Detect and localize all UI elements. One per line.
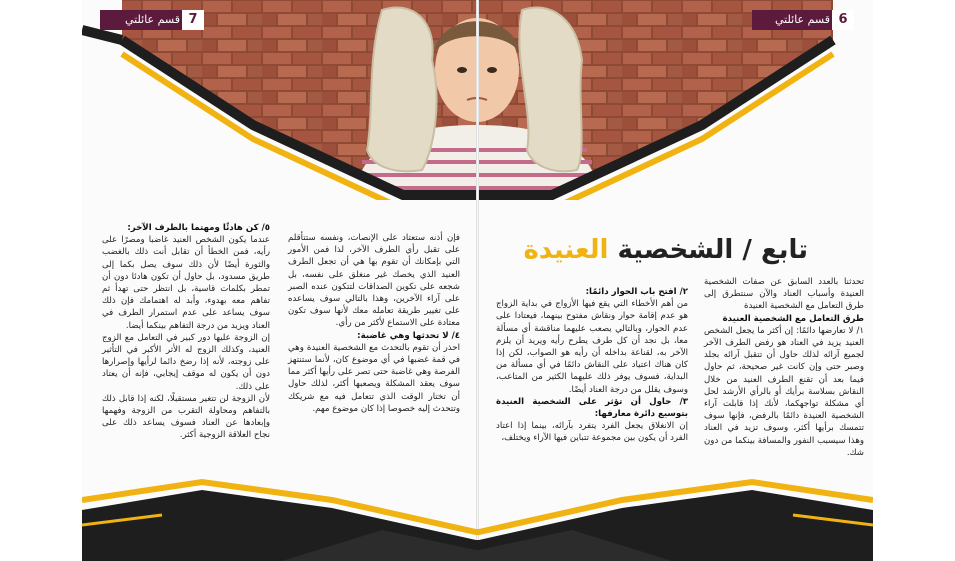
title-part2: العنيدة: [523, 235, 609, 265]
heading-3: ٣/ حاول أن تؤثر على الشخصية العنيدة بتوسيع دائرة معارفها:: [496, 396, 688, 420]
paragraph-continued: فإن أذنه ستعتاد على الإنصات، ونفسه ستتأقلم على تقبل رأي الطرف الآخر، لذا فمن الأمور التي بإمكانك أن تقوم بها هي أن تجعل الطرف العنيد الذي يخصك غير منغلق على نفسه، بل شجعه على تكوين الصداقات لتتكون عنده الصبر على آراء الآخرين، وهذا بالتالي سوف يساعده على تغيير طريقة تعامله معك لأنها سوف تكون معتادة على الاستماع لأكثر من رأي.: [288, 233, 460, 329]
paragraph-7: لأن الزوجة لن تتغير مستقبلًا، لكنه إذا قابل ذلك بالتفاهم ومحاولة التقرب من الزوجة وفهمها وإبعادها عن العناد فسوف يساعد ذلك على نجاح العلاقة الزوجية أكثر.: [102, 393, 270, 441]
page-number-left: 7: [182, 10, 204, 30]
pillow-left: [367, 7, 437, 171]
section-title-right: قسم عائلتي: [775, 13, 830, 26]
title-part1: تابع / الشخصية: [617, 235, 808, 265]
paragraph-2: من أهم الأخطاء التي يقع فيها الأزواج في بداية الزواج هو عدم إقامة حوار ونقاش مفتوح بينهما، فيعتادا على عدم الحوار، وبالتالي يصعب عليهما مناقشة أي مسألة معا، بل نجد أن كل طرف يطرح رأيه ويريد أن يلزم الآخر به، لقناعة بداخله أن رأيه هو الصواب، لكن إذا كان هناك اعتياد على النقاش دائمًا في أي مسألة من البداية، فسوف يوفر ذلك عليهما الكثير من المتاعب، وسوف يقلل من درجة العناد أيضًا.: [496, 299, 688, 395]
right-page-column-left: [496, 286, 688, 445]
paragraph-5: عندما يكون الشخص العنيد غاضبا ومصرًا على رأيه، فمن الخطأ أن تقابل أنت ذلك بالغضب والثورة أيضًا لأن ذلك سوف يصل بكما إلى طريق مسدود، بل حاول أن تكون هادئا دون أن تمطر بكلمات قاسية، بل انتظر حتى تهدأ ثم تفاهم معه بهدوء، وأبد له اهتمامك فإن ذلك سوف يساعد على عدم استمرار الطرف في العناد ويزيد من درجة التفاهم بينكما أيضا.: [102, 235, 270, 331]
intro-paragraph: تحدثنا بالعدد السابق عن صفات الشخصية العنيدة وأسباب العناد والآن سنتطرق إلى طرق التعامل مع الشخصية العنيدة: [704, 277, 864, 312]
pillow-right: [519, 7, 582, 171]
heading-5: ٥/ كن هادئًا ومهتما بالطرف الآخر:: [127, 223, 270, 233]
paragraph-3: إن الانغلاق يجعل الفرد يتفرد بآرائه، بينما إذا اعتاد الفرد أن يكون بين مجموعة تتباين فيها الآراء ويختلف،: [496, 421, 688, 444]
paragraph-1: ١/ لا تعارضها دائمًا: إن أكثر ما يجعل الشخص العنيد يزيد في العناد هو رفض الطرف الآخر لجميع آرائه لذلك حاول أن تتقبل آرائه بجلد وصبر حتى وإن كانت غير صحيحة، ثم حاول فيما بعد أن تقنع الطرف العنيد من خلال النقاش بسلاسة برأيك أو بالرأي الأرشد لحل أي مشكلة تواجهكما، لأنك إذا قابلت آراء الشخصية العنيدة دائمًا بالرفض، فإنها سوف تتمسك برأيها أكثر، وسوف تزيد في العناد وهذا سيسبب النفور والمسافة بينكما من دون شك.: [704, 325, 864, 458]
section-title-left: قسم عائلتي: [125, 13, 180, 26]
bottom-decoration: [82, 470, 873, 561]
right-page-column-right: [704, 276, 864, 459]
left-page-column-left: [102, 222, 270, 442]
heading-4: ٤/ لا تحدثها وهي غاضبة:: [357, 330, 460, 341]
article-title: [498, 232, 808, 268]
page-number-right: 6: [832, 10, 854, 30]
paragraph-6: إن الزوجة عليها دور كبير في التعامل مع الزوج العنيد، وكذلك الزوج له الأثر الأكبر في التأثير على زوجته، لأنه إذا رضخ دائما لرأيها وإصرارها دون أن يكون له موقف إيجابي، فإنه أن يعتاد على ذلك.: [102, 332, 270, 392]
section-heading: طرق التعامل مع الشخصية العنيدة: [722, 313, 864, 324]
left-page-column-right: [288, 232, 460, 415]
heading-2: ٢/ افتح باب الحوار دائمًا:: [585, 287, 688, 297]
paragraph-4: احذر أن تقوم بالتحدث مع الشخصية العنيدة وهي في قمة غضبها في أي موضوع كان، لأنما ستنتهز الفرصة وهي غاضبة حتى تصر على رأيها أكثر مما سوف يعقد المشكلة ويصعبها أكثر، لذلك حاول أن تختار الوقت الذي تتعامل فيه مع شريكك وتتحدث إليه خصوصا إذا كان موضوع مهم.: [288, 342, 460, 414]
